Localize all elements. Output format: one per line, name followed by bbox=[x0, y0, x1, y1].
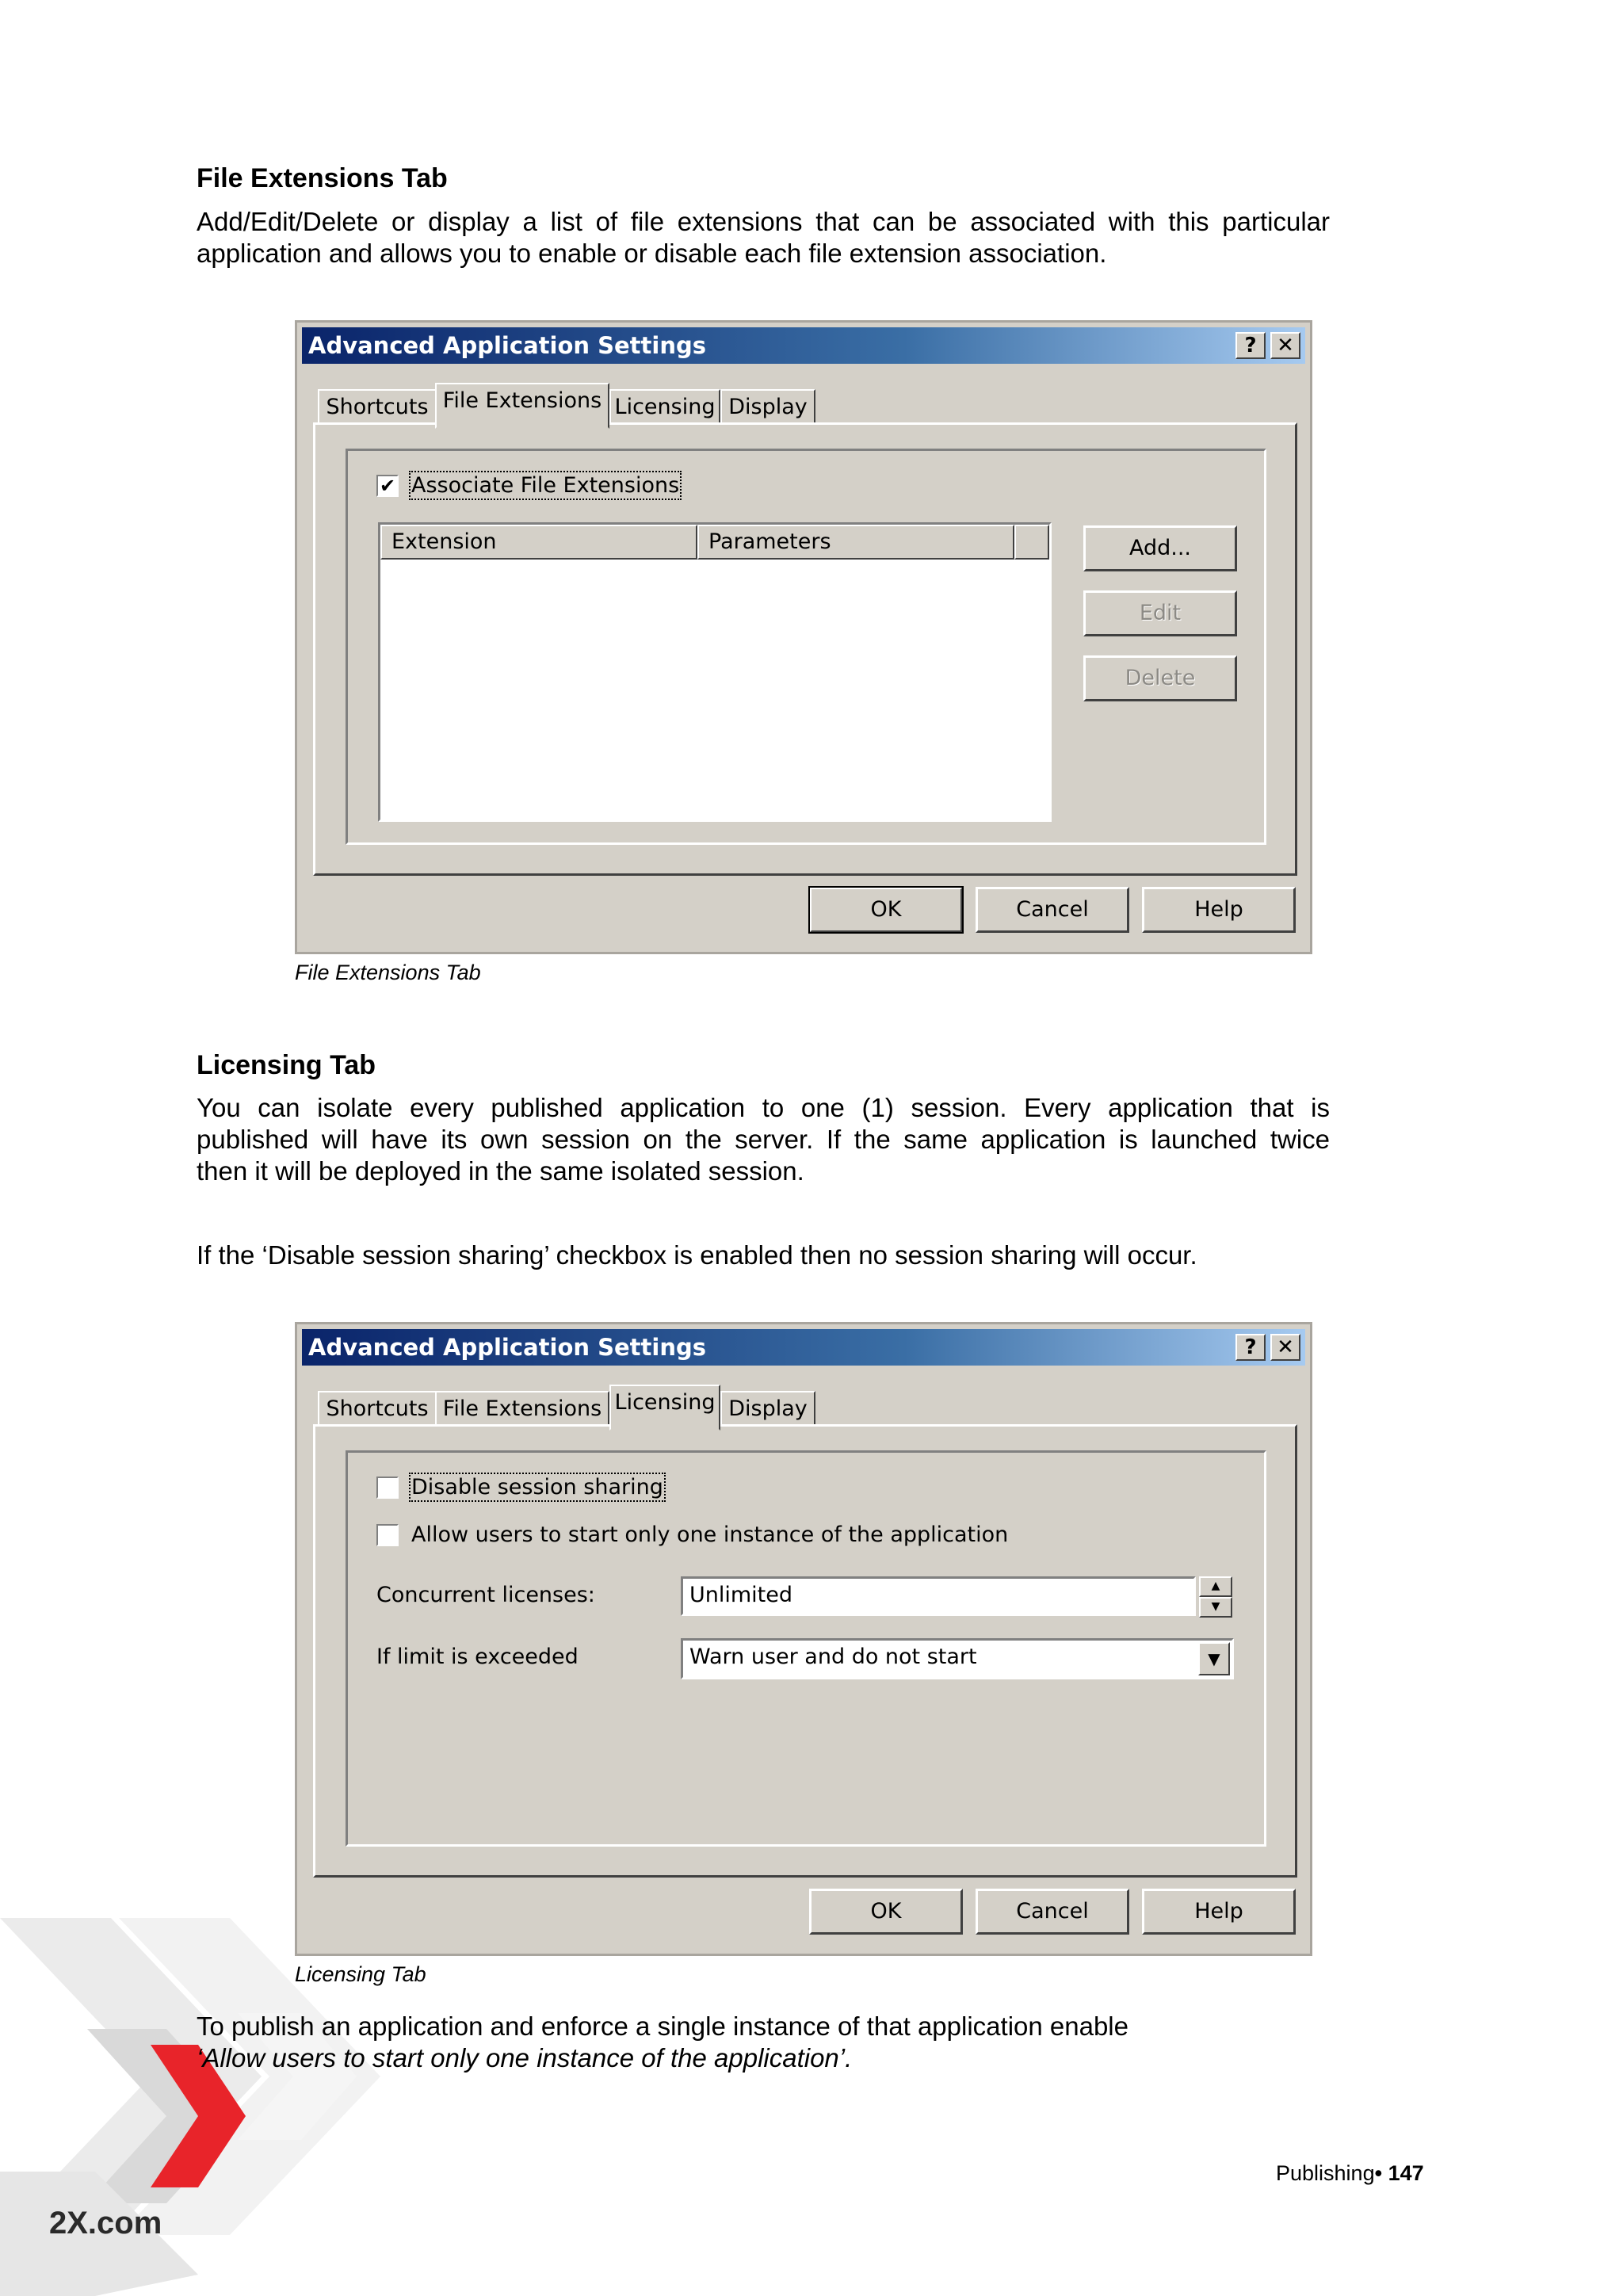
footer-bullet: • bbox=[1374, 2161, 1383, 2185]
cancel-button[interactable]: Cancel bbox=[976, 887, 1129, 933]
concurrent-licenses-input[interactable]: Unlimited bbox=[681, 1576, 1196, 1616]
disable-sharing-label[interactable]: Disable session sharing bbox=[411, 1475, 663, 1499]
spin-up-icon[interactable]: ▲ bbox=[1199, 1576, 1232, 1597]
section-paragraph bbox=[197, 206, 1330, 269]
help-icon[interactable]: ? bbox=[1235, 1334, 1266, 1361]
closing-paragraph bbox=[197, 2011, 1330, 2074]
paragraph-line: application and allows you to enable or disable each file extension association. bbox=[197, 239, 1107, 268]
extensions-list[interactable] bbox=[378, 522, 1052, 822]
closing-line-italic: ‘Allow users to start only one instance of the application’. bbox=[197, 2043, 853, 2073]
close-icon[interactable]: ✕ bbox=[1270, 332, 1300, 359]
single-instance-label[interactable]: Allow users to start only one instance of the application bbox=[411, 1522, 1009, 1547]
advanced-settings-dialog-file-extensions bbox=[295, 320, 1312, 954]
delete-button[interactable]: Delete bbox=[1083, 655, 1237, 701]
tab-shortcuts[interactable]: Shortcuts bbox=[318, 1391, 437, 1427]
section-paragraph bbox=[197, 1092, 1330, 1187]
paragraph-line: then it will be deployed in the same isolated session. bbox=[197, 1156, 804, 1186]
dialog-title: Advanced Application Settings bbox=[308, 332, 706, 359]
help-icon[interactable]: ? bbox=[1235, 332, 1266, 359]
ok-button[interactable]: OK bbox=[809, 1889, 963, 1935]
section-heading-licensing: Licensing Tab bbox=[197, 1050, 376, 1080]
associate-checkbox-label[interactable]: Associate File Extensions bbox=[411, 473, 680, 498]
tab-panel bbox=[313, 422, 1297, 876]
limit-exceeded-label: If limit is exceeded bbox=[376, 1645, 579, 1669]
spin-down-icon[interactable]: ▼ bbox=[1199, 1597, 1232, 1618]
tab-licensing[interactable]: Licensing bbox=[609, 1385, 720, 1431]
section-heading-file-extensions: File Extensions Tab bbox=[197, 163, 448, 193]
section-paragraph-2: If the ‘Disable session sharing’ checkbox is enabled then no session sharing will occur. bbox=[197, 1240, 1197, 1270]
tab-panel bbox=[313, 1424, 1297, 1878]
page-number: 147 bbox=[1388, 2161, 1424, 2185]
closing-line: To publish an application and enforce a single instance of that application enable bbox=[197, 2011, 1128, 2041]
tab-file-extensions[interactable]: File Extensions bbox=[435, 1391, 609, 1427]
limit-exceeded-value: Warn user and do not start bbox=[689, 1645, 977, 1669]
figure-caption: File Extensions Tab bbox=[295, 961, 481, 984]
advanced-settings-dialog-licensing bbox=[295, 1322, 1312, 1956]
disable-sharing-checkbox[interactable] bbox=[376, 1477, 399, 1499]
concurrent-licenses-label: Concurrent licenses: bbox=[376, 1583, 595, 1607]
help-button[interactable]: Help bbox=[1142, 887, 1296, 933]
brand-logo: 2X.com bbox=[49, 2206, 162, 2241]
page-footer bbox=[1276, 2161, 1424, 2186]
chevron-down-icon[interactable]: ▼ bbox=[1198, 1642, 1230, 1675]
tab-display[interactable]: Display bbox=[720, 389, 815, 426]
dialog-titlebar bbox=[302, 327, 1305, 364]
file-extensions-group bbox=[346, 449, 1266, 845]
associate-checkbox[interactable]: ✔ bbox=[376, 475, 399, 497]
figure-caption: Licensing Tab bbox=[295, 1962, 426, 1986]
cancel-button[interactable]: Cancel bbox=[976, 1889, 1129, 1935]
paragraph-line: Add/Edit/Delete or display a list of file extensions that can be associated with this particular bbox=[197, 207, 1330, 236]
tab-display[interactable]: Display bbox=[720, 1391, 815, 1427]
ok-button[interactable]: OK bbox=[809, 887, 963, 933]
add-button[interactable]: Add... bbox=[1083, 525, 1237, 571]
dialog-titlebar bbox=[302, 1329, 1305, 1366]
column-header-parameters[interactable]: Parameters bbox=[697, 525, 1014, 560]
paragraph-line: published will have its own session on the server. If the same application is launched twice bbox=[197, 1125, 1330, 1154]
close-icon[interactable]: ✕ bbox=[1270, 1334, 1300, 1361]
tab-file-extensions[interactable]: File Extensions bbox=[435, 383, 609, 429]
column-header-filler bbox=[1014, 525, 1049, 560]
edit-button[interactable]: Edit bbox=[1083, 590, 1237, 636]
dialog-title: Advanced Application Settings bbox=[308, 1334, 706, 1361]
single-instance-checkbox[interactable] bbox=[376, 1524, 399, 1546]
limit-exceeded-select[interactable] bbox=[681, 1638, 1234, 1679]
tab-shortcuts[interactable]: Shortcuts bbox=[318, 389, 437, 426]
footer-section: Publishing bbox=[1276, 2161, 1375, 2185]
licensing-group bbox=[346, 1450, 1266, 1847]
column-header-extension[interactable]: Extension bbox=[380, 525, 697, 560]
tab-licensing[interactable]: Licensing bbox=[609, 389, 720, 426]
help-button[interactable]: Help bbox=[1142, 1889, 1296, 1935]
paragraph-line: You can isolate every published application to one (1) session. Every application that is bbox=[197, 1093, 1330, 1122]
